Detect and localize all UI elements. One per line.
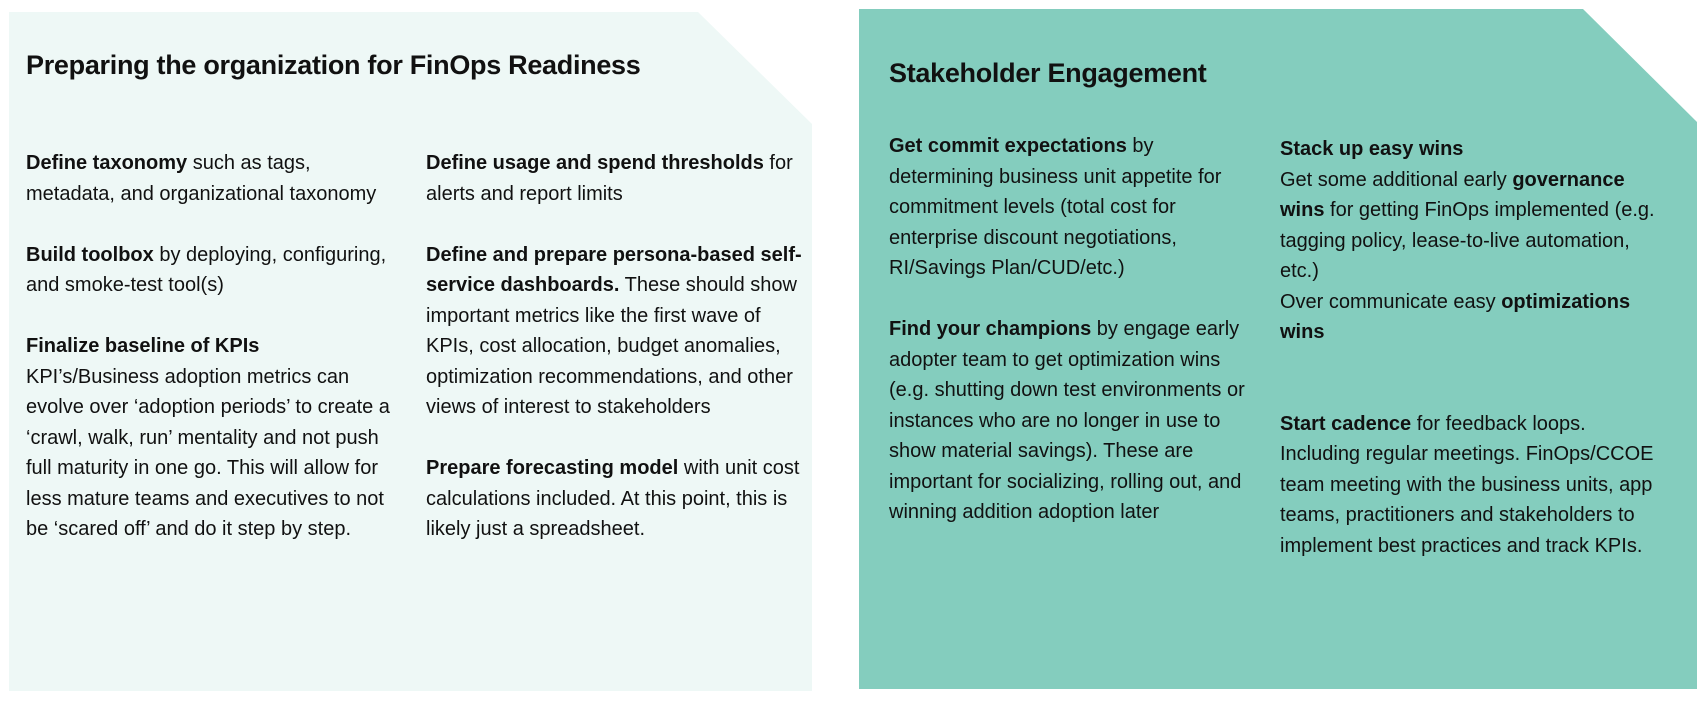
item-heading: Get commit expectations xyxy=(889,135,1127,157)
governance-wins-text xyxy=(1280,165,1660,287)
item-heading: Prepare forecasting model xyxy=(426,457,679,479)
item-heading: Define usage and spend thresholds xyxy=(426,152,764,174)
item-text: by engage early adopter team to get optimization wins (e.g. shutting down test environments or instances who are no longer in use to show material savings). These are important for socializing, rolling out, and winning addition adoption later xyxy=(889,318,1245,523)
item-heading: Find your champions xyxy=(889,318,1092,340)
find-champions-item xyxy=(889,314,1259,528)
item-text: by determining business unit appetite for commitment levels (total cost for enterprise discount negotiations, RI/Savings Plan/CUD/etc.) xyxy=(889,135,1222,279)
text-segment: for getting FinOps implemented (e.g. tagging policy, lease-to-live automation, etc.) xyxy=(1280,199,1655,282)
item-text: by deploying, configuring, and smoke-test tool(s) xyxy=(26,243,387,296)
optimization-wins-text xyxy=(1280,287,1660,348)
forecasting-model-item xyxy=(426,453,804,545)
stakeholder-title: Stakeholder Engagement xyxy=(889,58,1207,88)
item-heading: Build toolbox xyxy=(26,243,154,266)
readiness-column-2 xyxy=(426,148,804,575)
easy-wins-item xyxy=(1280,134,1660,348)
text-segment: Get some additional early xyxy=(1280,168,1513,191)
item-text: with unit cost calculations included. At this point, this is likely just a spreadsheet. xyxy=(426,457,800,540)
stakeholder-column-2 xyxy=(1280,134,1660,592)
finalize-kpis-item xyxy=(26,331,401,545)
readiness-title: Preparing the organization for FinOps Readiness xyxy=(26,50,641,80)
item-heading: Define and prepare persona-based self-service dashboards. xyxy=(426,243,802,296)
item-heading: Stack up easy wins xyxy=(1280,138,1464,160)
define-taxonomy-item xyxy=(26,148,401,209)
dashboards-item xyxy=(426,240,804,423)
text-emphasis: governance wins xyxy=(1280,168,1625,221)
text-emphasis: optimizations wins xyxy=(1280,290,1631,343)
item-heading: Start cadence xyxy=(1280,412,1412,435)
item-text: KPI’s/Business adoption metrics can evolve over ‘adoption periods’ to create a ‘crawl, walk, run’ mentality and not push full maturity in one go. This will allow for less mature teams and executives to not be ‘scared off’ and do it step by step. xyxy=(26,365,390,540)
item-text: such as tags, metadata, and organizational taxonomy xyxy=(26,152,377,205)
text-segment: Over communicate easy xyxy=(1280,290,1502,313)
start-cadence-item xyxy=(1280,409,1660,562)
build-toolbox-item xyxy=(26,240,401,301)
item-heading: Finalize baseline of KPIs xyxy=(26,335,260,357)
item-heading: Define taxonomy xyxy=(26,152,188,174)
readiness-column-1 xyxy=(26,148,401,575)
item-text: for alerts and report limits xyxy=(426,152,793,205)
define-thresholds-item xyxy=(426,148,804,209)
stakeholder-column-1 xyxy=(889,131,1259,558)
item-text: for feedback loops. Including regular meetings. FinOps/CCOE team meeting with the business units, app teams, practitioners and stakeholders to implement best practices and track KPIs. xyxy=(1280,412,1654,557)
item-text: These should show important metrics like the first wave of KPIs, cost allocation, budget anomalies, optimization recommendations, and other views of interest to stakeholders xyxy=(426,274,797,418)
commit-expectations-item xyxy=(889,131,1259,284)
